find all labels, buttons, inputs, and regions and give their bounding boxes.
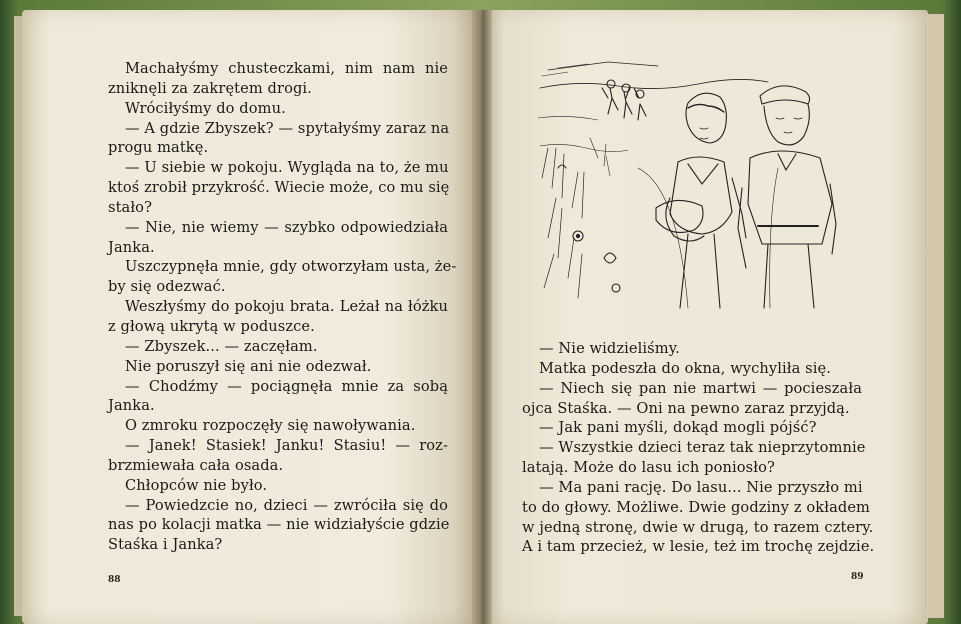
text-line: — Zbyszek... — zaczęłam. bbox=[125, 337, 318, 355]
illustration-drawing bbox=[538, 58, 860, 310]
text-line: — Wszystkie dzieci teraz tak nieprzytomnie bbox=[539, 439, 866, 457]
text-line: Weszłyśmy do pokoju brata. Leżał na łóżku bbox=[125, 298, 448, 316]
two-boys-walking-illustration bbox=[538, 58, 860, 310]
text-line: ktoś zrobił przykrość. Wiecie może, co mu się bbox=[108, 179, 450, 197]
text-line: O zmroku rozpoczęły się nawoływania. bbox=[125, 417, 416, 435]
text-line: brzmiewała cała osada. bbox=[108, 456, 284, 474]
text-line: — Powiedzcie no, dzieci — zwróciła się do bbox=[125, 496, 448, 514]
text-line: Matka podeszła do okna, wychyliła się. bbox=[539, 359, 832, 377]
text-line: w jedną stronę, dwie w drugą, to razem cztery. bbox=[522, 518, 874, 536]
text-line: ojca Staśka. — Oni na pewno zaraz przyjdą. bbox=[522, 399, 850, 417]
text-line: by się odezwać. bbox=[108, 278, 226, 296]
text-line: — Nie, nie wiemy — szybko odpowiedziała bbox=[125, 218, 448, 236]
text-line: nas po kolacji matka — nie widziałyście gdzie bbox=[108, 516, 450, 534]
text-line: Staśka i Janka? bbox=[108, 536, 223, 554]
right-page-text bbox=[522, 339, 875, 557]
text-line: to do głowy. Możliwe. Dwie godziny z okładem bbox=[522, 498, 871, 516]
text-line: — Ma pani rację. Do lasu... Nie przyszło mi bbox=[539, 478, 863, 496]
text-line: — U siebie w pokoju. Wygląda na to, że mu bbox=[125, 159, 449, 177]
left-page-text bbox=[108, 59, 457, 555]
text-line: Nie poruszył się ani nie odezwał. bbox=[125, 357, 372, 375]
text-line: — Niech się pan nie martwi — pocieszała bbox=[539, 379, 862, 397]
text-line: latają. Może do lasu ich poniosło? bbox=[522, 459, 775, 477]
text-line: progu matkę. bbox=[108, 139, 209, 157]
book-gutter bbox=[472, 10, 492, 624]
right-page-edges bbox=[926, 14, 944, 618]
text-line: — Jak pani myśli, dokąd mogli pójść? bbox=[539, 419, 817, 437]
text-line: — Nie widzieliśmy. bbox=[539, 340, 680, 357]
text-line: — Chodźmy — pociągnęła mnie za sobą bbox=[125, 377, 448, 395]
right-page-number: 89 bbox=[851, 572, 864, 582]
text-line: Janka. bbox=[108, 238, 155, 256]
text-line: Uszczypnęła mnie, gdy otworzyłam usta, że- bbox=[125, 258, 457, 276]
text-line: Janka. bbox=[108, 397, 155, 415]
text-line: — Janek! Stasiek! Janku! Stasiu! — roz- bbox=[125, 437, 448, 455]
text-line: zniknęli za zakrętem drogi. bbox=[108, 79, 312, 97]
text-line: Chłopców nie było. bbox=[125, 476, 268, 494]
text-line: stało? bbox=[108, 198, 152, 216]
text-line: A i tam przecież, w lesie, też im trochę zejdzie. bbox=[522, 538, 875, 556]
left-page-number: 88 bbox=[108, 575, 121, 585]
text-line: Wróciłyśmy do domu. bbox=[125, 99, 286, 117]
text-line: Machałyśmy chusteczkami, nim nam nie bbox=[125, 60, 448, 77]
text-line: z głową ukrytą w poduszce. bbox=[108, 317, 315, 335]
text-line: — A gdzie Zbyszek? — spytałyśmy zaraz na bbox=[125, 119, 450, 137]
